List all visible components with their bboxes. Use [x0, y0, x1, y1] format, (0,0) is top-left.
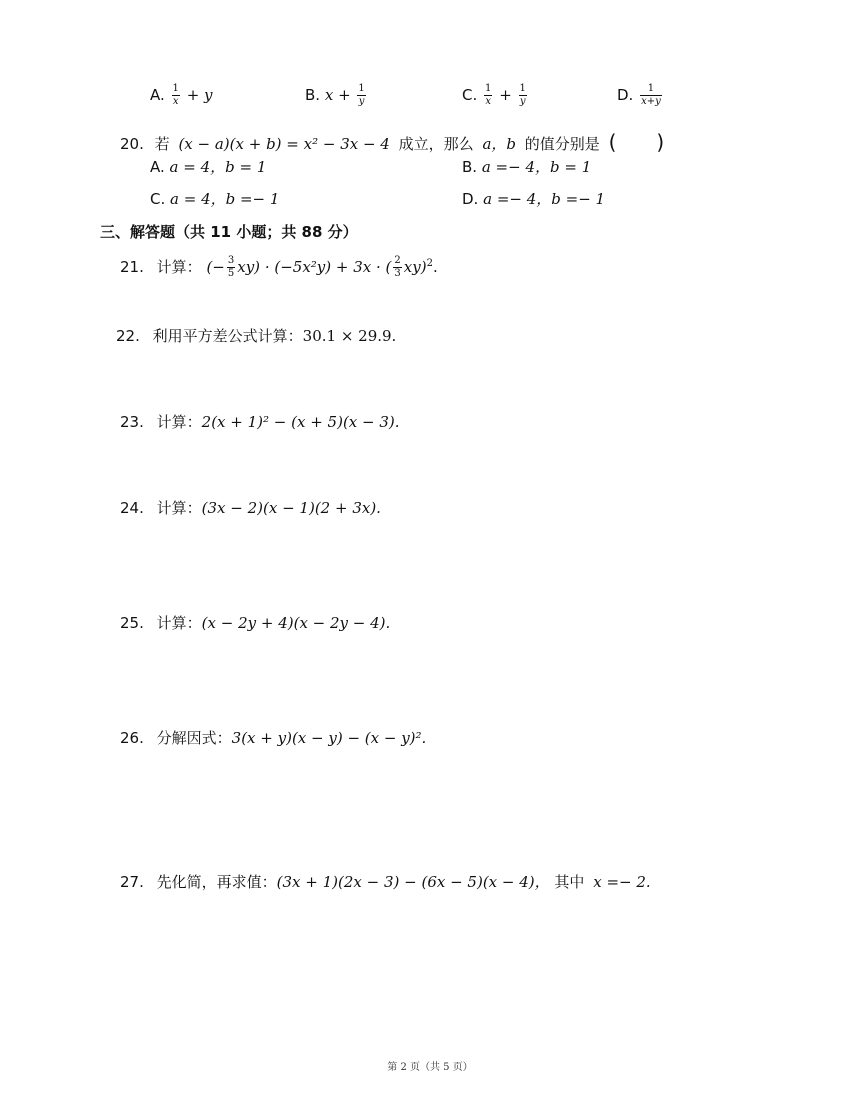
question-22: 22. 利用平方差公式计算：30.1 × 29.9. — [116, 327, 397, 345]
fraction: $\frac{1}{x+y}$ — [641, 83, 661, 107]
question-number: 21. — [120, 258, 144, 276]
fraction: $\frac{1}{y}$ — [358, 83, 365, 107]
question-number: 20. — [120, 135, 144, 153]
q19-option-b: B. x + $\frac{1}{y}$ — [305, 83, 365, 107]
fraction: $\frac{1}{y}$ — [519, 83, 526, 107]
question-number: 27. — [120, 873, 144, 891]
question-24: 24. 计算：(3x − 2)(x − 1)(2 + 3x). — [120, 499, 381, 517]
fraction: $\frac{3}{5}$ — [227, 255, 235, 279]
question-number: 22. — [116, 327, 140, 345]
question-number: 26. — [120, 729, 144, 747]
q19-option-d: D. $\frac{1}{x+y}$ — [617, 83, 661, 107]
question-number: 25. — [120, 614, 144, 632]
fraction: $\frac{1}{x}$ — [172, 83, 179, 107]
fraction: $\frac{2}{3}$ — [394, 255, 401, 279]
q20-option-c: C. a = 4，b =− 1 — [150, 190, 280, 208]
question-25: 25. 计算：(x − 2y + 4)(x − 2y − 4). — [120, 614, 391, 632]
q19-option-c: C. $\frac{1}{x}$ + $\frac{1}{y}$ — [462, 83, 526, 107]
question-23: 23. 计算：2(x + 1)² − (x + 5)(x − 3). — [120, 413, 400, 431]
page-footer: 第 2 页（共 5 页） — [387, 1062, 473, 1073]
fraction: $\frac{1}{x}$ — [485, 83, 492, 107]
question-number: 23. — [120, 413, 144, 431]
answer-bracket: ( ) — [608, 130, 665, 154]
question-27: 27. 先化简，再求值：(3x + 1)(2x − 3) − (6x − 5)(x − 4)， 其中 x =− 2. — [120, 873, 651, 891]
question-number: 24. — [120, 499, 144, 517]
q20-option-a: A. a = 4，b = 1 — [150, 158, 267, 176]
q20-option-b: B. a =− 4，b = 1 — [462, 158, 592, 176]
question-21: 21. 计算： (− $\frac{3}{5}$ xy) · (−5x²y) + 3x · ( $\frac{2}{3}$ xy)$^2$. — [120, 255, 438, 279]
q19-option-a: A. $\frac{1}{x}$ + y — [150, 83, 213, 107]
question-20: 20. 若 (x − a)(x + b) = x² − 3x − 4 成立，那么 a，b 的值分别是 ( ) — [120, 130, 665, 154]
q20-option-d: D. a =− 4，b =− 1 — [462, 190, 606, 208]
question-26: 26. 分解因式：3(x + y)(x − y) − (x − y)². — [120, 729, 427, 747]
section-heading: 三、解答题（共 11 小题；共 88 分） — [100, 223, 358, 241]
